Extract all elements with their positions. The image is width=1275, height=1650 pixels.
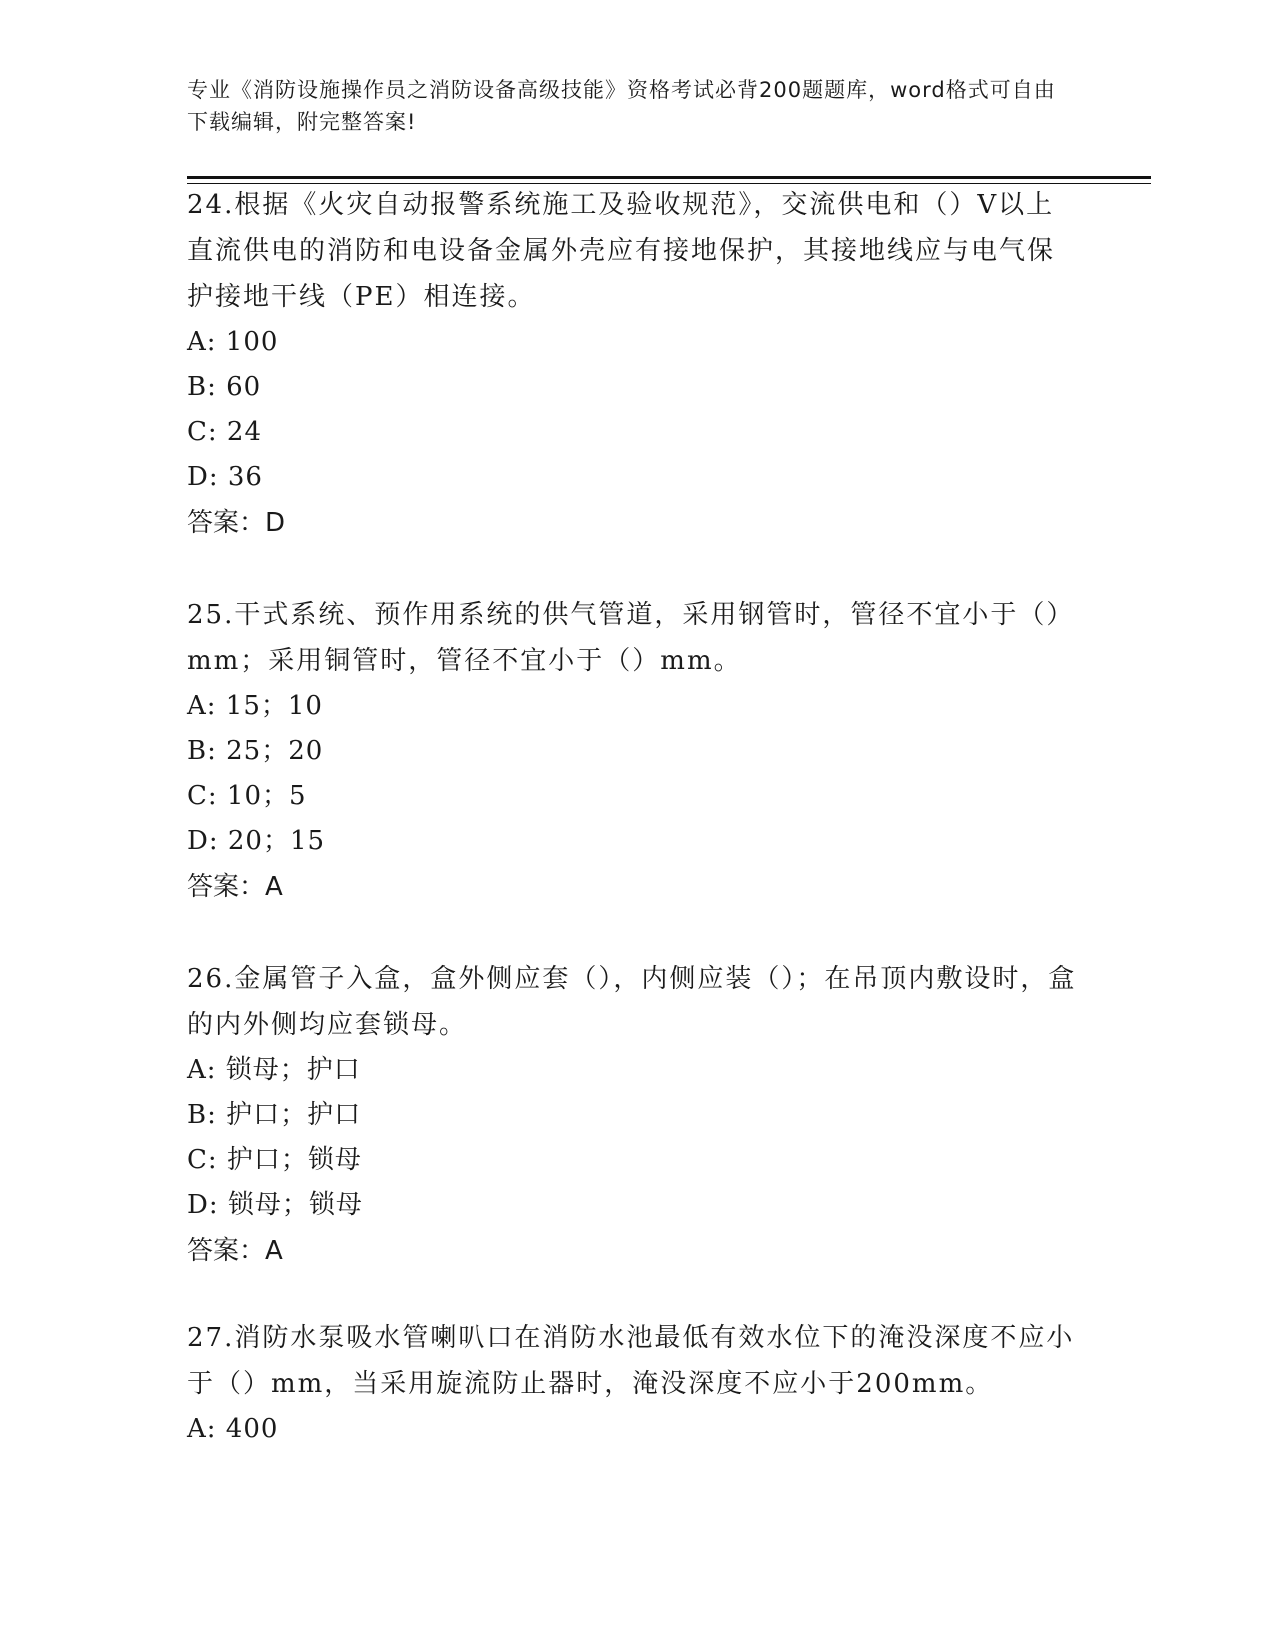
- option-d: D: 20；15: [187, 826, 326, 856]
- question-stem: 24.根据《火灾自动报警系统施工及验收规范》，交流供电和（）V以上直流供电的消防和电设备金属外壳应有接地保护，其接地线应与电气保护接地干线（PE）相连接。: [187, 190, 1056, 312]
- option-a: A: 400: [187, 1414, 279, 1444]
- question-stem: 26.金属管子入盒，盒外侧应套（），内侧应装（）；在吊顶内敷设时，盒的内外侧均应套锁母。: [187, 964, 1077, 1040]
- option-c: C: 10；5: [187, 781, 307, 811]
- option-b: B: 护口；护口: [187, 1100, 362, 1130]
- question-24: [187, 182, 1077, 546]
- option-a: A: 15；10: [187, 691, 323, 721]
- option-a: A: 100: [187, 327, 279, 357]
- question-26: [187, 956, 1077, 1274]
- answer-label: 答案：D: [187, 508, 286, 538]
- option-c: C: 护口；锁母: [187, 1145, 362, 1175]
- option-b: B: 60: [187, 372, 262, 402]
- option-c: C: 24: [187, 417, 263, 447]
- question-stem: 25.干式系统、预作用系统的供气管道，采用钢管时，管径不宜小于（）mm；采用铜管时，管径不宜小于（）mm。: [187, 600, 1075, 676]
- option-d: D: 36: [187, 462, 263, 492]
- option-b: B: 25；20: [187, 736, 324, 766]
- question-27: [187, 1315, 1077, 1452]
- option-a: A: 锁母；护口: [187, 1055, 361, 1085]
- option-d: D: 锁母；锁母: [187, 1190, 363, 1220]
- answer-label: 答案：A: [187, 872, 283, 902]
- header-divider-thick: [187, 176, 1151, 179]
- document-header: 专业《消防设施操作员之消防设备高级技能》资格考试必背200题题库，word格式可自由下载编辑，附完整答案!: [187, 78, 1056, 134]
- question-25: [187, 592, 1077, 910]
- answer-label: 答案：A: [187, 1236, 283, 1266]
- question-stem: 27.消防水泵吸水管喇叭口在消防水池最低有效水位下的淹没深度不应小于（）mm，当采用旋流防止器时，淹没深度不应小于200mm。: [187, 1323, 1075, 1399]
